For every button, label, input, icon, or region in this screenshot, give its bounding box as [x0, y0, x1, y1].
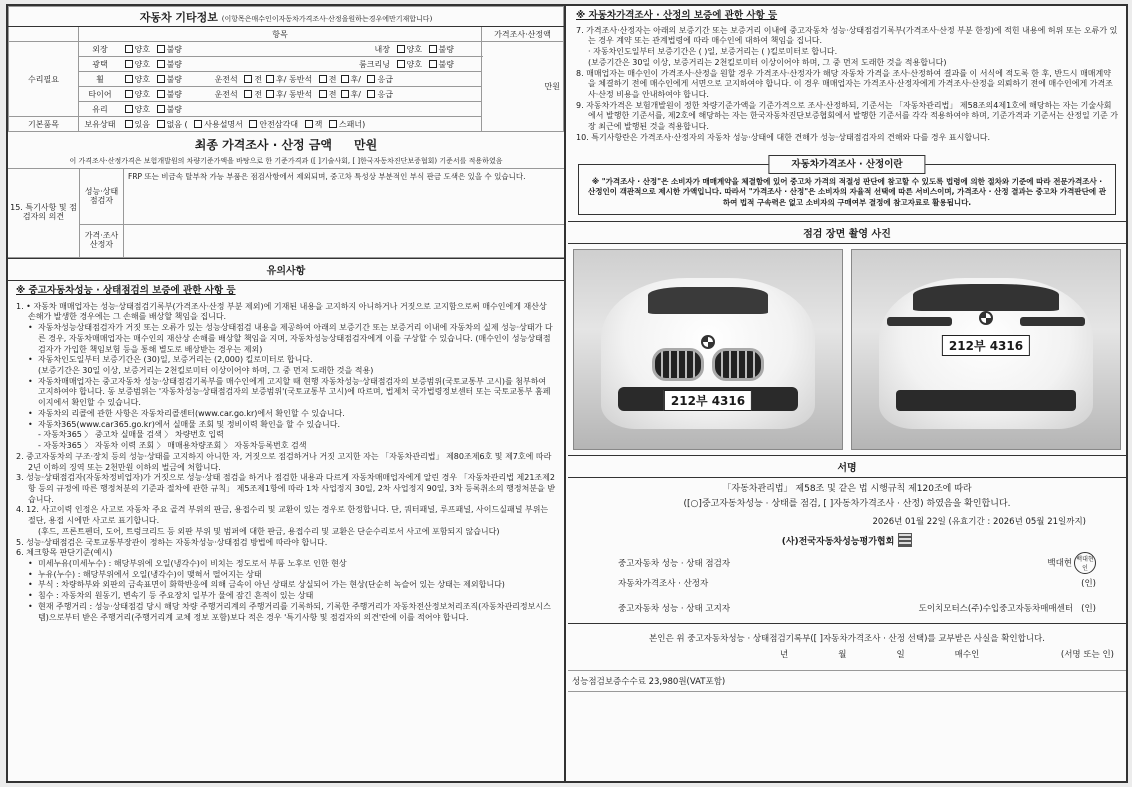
- left.notes-bullet: • 자동차성능상태점검자가 거짓 또는 오류가 있는 성능상태점검 내용을 제공하여 아래의 보증기간 또는 보증거리 이내에 자동차의 실제 성능·상태가 다른 경우, 자동차매매업자는 매수인의 재산상 손해를 배상할 책임을 지며, 자동차성능상태점검자에게 이를 구상할 수 있습니다. (매수인이 성능상태점검자가 가입한 책임보험 등을 통해 별도로 배상받는 경우는 제외): [16, 323, 556, 355]
- price-warranty-heading: ※ 자동차가격조사 · 산정의 보증에 관한 사항 등: [576, 10, 778, 21]
- tire-bad-option[interactable]: 불량: [153, 90, 182, 99]
- row-exterior-interior: [79, 42, 482, 57]
- col-item-header: 항목: [79, 27, 482, 42]
- left.notes-sub: - 자동차365 〉 중고차 실매물 검색 〉 차량번호 입력: [38, 430, 224, 440]
- buyer-signature-field[interactable]: (서명 또는 인): [1060, 649, 1114, 660]
- left.notes-item: 3. 성능·상태점검자(자동차정비업자)가 거짓으로 성능·상태 점검을 하거나 점검한 내용과 다르게 자동차매매업자에게 알린 경우 「자동차관리법 제21조제2항 등의 규정에 따른 행정처분의 기준과 절차에 관한 규칙」 제5조제1항에 따라 1차 사업정지 30일, 2차 사업정지 90일, 3차 등록취소의 행정처분을 받습니다.: [16, 473, 556, 504]
- label-interior: 내장: [374, 44, 390, 54]
- checkbox[interactable]: [125, 105, 133, 113]
- checkbox[interactable]: [125, 45, 133, 53]
- label-polish: 광택: [92, 59, 108, 69]
- wheel-good-option[interactable]: 양호: [121, 75, 150, 84]
- price-unit: 만원: [544, 82, 560, 91]
- notes-section-title: 유의사항: [8, 258, 564, 281]
- tire-driver-rear-checkbox[interactable]: [266, 90, 274, 98]
- row-polish-cleaning: [79, 57, 482, 72]
- right.items-sub: (보증기간은 30일 이상, 보증거리는 2천킬로미터 이상이어야 하며, 그 중 먼저 도래한 것을 적용합니다): [588, 57, 947, 67]
- left.notes-bullet: • 부식 : 차량하부와 외판의 금속표면이 화학반응에 의해 금속이 아닌 상태로 상실되어 가는 현상(단순히 녹슬어 있는 상태는 제외합니다): [16, 580, 556, 591]
- label-passenger-seat: 동반석: [289, 74, 313, 84]
- checkbox[interactable]: [397, 45, 405, 53]
- signature-title: 서명: [568, 456, 1126, 478]
- checkbox[interactable]: [125, 90, 133, 98]
- basic-manual-option[interactable]: 사용설명서: [190, 120, 243, 129]
- interior-bad-option[interactable]: 불량: [425, 45, 454, 54]
- left.notes-item: 5. 성능·상태점검은 국토교통부장관이 정하는 자동차성능·상태점검 방법에 따라야 합니다.: [16, 537, 328, 547]
- wheel-bad-option[interactable]: 불량: [153, 75, 182, 84]
- label-wheel: 휠: [96, 74, 104, 84]
- signer-row-notifier: 중고자동차 성능 · 상태 고지자 도이치모터스(주)수입중고자동차매매센터 (인): [618, 603, 1096, 614]
- wheel-driver-rear-checkbox[interactable]: [266, 75, 274, 83]
- tire-emergency-checkbox[interactable]: [367, 90, 375, 98]
- basic-have-option[interactable]: 있음: [121, 120, 150, 129]
- label-room-cleaning: 룸크리닝: [359, 59, 390, 69]
- special-notes-section: [8, 169, 564, 258]
- checkbox[interactable]: [125, 75, 133, 83]
- inspector-label: 성능·상태 점검자: [80, 169, 124, 225]
- seal-stamp-icon: 백대현인: [1074, 552, 1096, 574]
- checkbox[interactable]: [429, 60, 437, 68]
- vehicle-other-info-table: [8, 6, 564, 132]
- polish-good-option[interactable]: 양호: [121, 60, 150, 69]
- right.items-item: 10. 특기사항란은 가격조사·산정자의 자동차 성능·상태에 대한 견해가 성능·상태점검자의 견해와 다를 경우 표시합니다.: [576, 132, 991, 142]
- wheel-passenger-front-checkbox[interactable]: [319, 75, 327, 83]
- right.items-item: 9. 자동차가격은 보험개발원이 정한 차량기준가액을 기준가격으로 조사·산정하되, 기준서는 「자동차관리법」 제58조의4제1호에 해당하는 자는 기술사회에서 발행한 기준서를, 제2호에 해당하는 자는 한국자동차진단보증협회에서 발행한 기준서를 각각 적용하여야 하며, 기준가격과 기준서는 산정일 기준 가장 최근에 발행된 것을 적용합니다.: [576, 100, 1118, 132]
- left.notes-bullet: • 자동차매매업자는 중고자동차 성능·상태점검기록부를 매수인에게 고지할 때 현행 자동차성능·상태점검자의 보증범위(국토교통부 고시)를 첨부하여 고지하여야 합니다. 동 보증범위는 '자동차성능·상태점검자의 보증범위'(국토교통부 고시)에 따르며, 법제처 국가법령정보센터 또는 국토교통부 홈페이지에서 확인할 수 있습니다.: [16, 377, 556, 409]
- polish-bad-option[interactable]: 불량: [153, 60, 182, 69]
- signer-row-inspector: 중고자동차 성능 · 상태 점검자 백대현 백대현인: [578, 553, 1116, 573]
- cleaning-bad-option[interactable]: 불량: [425, 60, 454, 69]
- interior-good-option[interactable]: 양호: [393, 45, 422, 54]
- basic-jack-option[interactable]: 잭: [301, 120, 323, 129]
- signer-row-appraiser: 자동차가격조사 · 산정자 (인): [618, 578, 1096, 589]
- right.items-item: 8. 매매업자는 매수인이 가격조사·산정을 원할 경우 가격조사·산정자가 해당 자동차 가격을 조사·산정하여 결과를 이 서식에 적도록 한 후, 반드시 매매계약을 체결하기 전에 매수인에게 서면으로 고지하여야 합니다. 이 경우 매매업자는 가격조사·산정자에게 가격조사·산정을 의뢰하기 전에 매수인에게 가격조사·산정 비용을 안내하여야 합니다.: [576, 68, 1113, 100]
- confirm-text: 본인은 위 중고자동차성능 · 상태점검기록부([ ]자동차가격조사 · 산정 선택)를 교부받은 사실을 확인합니다.: [649, 633, 1045, 644]
- special-notes-label: 15. 특기사항 및 점검자의 의견: [8, 169, 80, 257]
- wheel-passenger-rear-checkbox[interactable]: [341, 75, 349, 83]
- car-rear-icon: [879, 278, 1093, 429]
- row-tire: 타이어 양호 불량 운전석 전 후/ 동반석 전 후/ 응급: [79, 87, 482, 102]
- left.notes-bullet: • 자동차인도일부터 보증기간은 (30)일, 보증거리는 (2,000) 킬로미터로 합니다.: [16, 355, 556, 366]
- left.notes-item: 2. 중고자동차의 구조·장치 등의 성능·상태를 고지하지 아니한 자, 거짓으로 점검하거나 거짓 고지한 자는 「자동차관리법」 제80조제6호 및 제7호에 따라 2년 이하의 징역 또는 2천만원 이하의 벌금에 처합니다.: [16, 451, 552, 472]
- checkbox[interactable]: [397, 60, 405, 68]
- tire-good-option[interactable]: 양호: [121, 90, 150, 99]
- sign-confirmation: ([○]중고자동차성능 · 상태를 점검, [ ]자동차가격조사 · 산정) 하였음을 확인합니다.: [683, 499, 1011, 510]
- buyer-confirmation: 본인은 위 중고자동차성능 · 상태점검기록부([ ]자동차가격조사 · 산정 선택)를 교부받은 사실을 확인합니다. 년 월 일 매수인 (서명 또는 인): [568, 623, 1126, 664]
- left.notes-item: 6. 체크항목 판단기준(예시): [16, 548, 113, 558]
- exterior-bad-option[interactable]: 불량: [153, 45, 182, 54]
- photos-title: 점검 장면 촬영 사진: [568, 221, 1126, 244]
- left.notes-bullet: • 자동차의 리콜에 관한 사항은 자동차리콜센터(www.car.go.kr)에서 확인할 수 있습니다.: [16, 409, 556, 420]
- right.items-item: 7. 가격조사·산정자는 아래의 보증기간 또는 보증거리 이내에 중고자동차 성능·상태점검기록부(가격조사·산정 부분 한정)에 적힌 내용에 허위 또는 오류가 있는 경우 계약 또는 관계법령에 따라 매수인에 대하여 책임을 집니다.: [576, 25, 1118, 46]
- info-subtitle: (이항목은매수인이자동차가격조사·산정을원하는경우에만기재합니다): [221, 14, 433, 23]
- basic-none-option[interactable]: 없음 (: [153, 120, 188, 129]
- label-glass: 유리: [92, 104, 108, 114]
- qr-code-icon: [898, 533, 912, 547]
- price-amount-cell: [482, 42, 564, 132]
- checkbox[interactable]: [157, 45, 165, 53]
- checkbox[interactable]: [157, 75, 165, 83]
- photo-rear-view: [851, 249, 1121, 450]
- final-price-section: [8, 132, 564, 169]
- left.notes-sub: - 자동차365 〉 자동차 이력 조회 〉 매매용차량조회 〉 자동차등록번호 검색: [38, 441, 307, 451]
- tire-driver-front-checkbox[interactable]: [244, 90, 252, 98]
- inspector-opinion-text: FRP 또는 비금속 탈부착 가능 부품은 점검사항에서 제외되며, 중고차 특성상 부분적인 부식 판금 도색은 있을 수 있습니다.: [124, 169, 564, 225]
- notes-heading: ※ 중고자동차성능 · 상태점검의 보증에 관한 사항 등: [16, 285, 236, 296]
- car-front-icon: [601, 278, 815, 429]
- license-plate-rear: 212부 4316: [942, 335, 1030, 356]
- row-basic-items: [79, 117, 482, 132]
- info-title-cell: [9, 7, 564, 27]
- final-price-unit: 만원: [354, 138, 378, 152]
- group-basic-label: 기본품목: [9, 117, 79, 132]
- left.notes-bullet: • 현재 주행거리 : 성능·상태점검 당시 해당 차량 주행거리계의 주행거리를 기록하되, 기록한 주행거리가 자동차전산정보처리조직(자동차관리정보시스템)으로부터 받은 주행거리(주행거리계 교체 정보 포함)보다 적은 경우 '특기사항 및 점검자의 의견'란에 이를 적어야 합니다.: [16, 602, 556, 623]
- col-price-header: 가격조사·산정액: [482, 27, 564, 42]
- definition-text: ※ "가격조사 · 산정"은 소비자가 매매계약을 체결함에 있어 중고차 가격의 적절성 판단에 참고할 수 있도록 법령에 의한 절차와 기준에 따라 전문가격조사 · 산정인이 객관적으로 제시한 가액입니다. 따라서 "가격조사 · 산정"은 소비자의 자율적 선택에 따른 서비스이며, 가격조사 · 산정 결과는 중고차 가격판단에 관하여 법적 구속력은 없고 소비자의 구매여부 결정에 참고자료로 활용됩니다.: [587, 176, 1106, 207]
- dealer-name: 도이치모터스(주)수입중고자동차매매센터: [918, 603, 1074, 614]
- inspector-name: 백대현: [1047, 558, 1072, 569]
- left.notes-sub: (보증기간은 30일 이상, 보증거리는 2천킬로미터 이상이어야 하며, 그 중 먼저 도래한 것을 적용): [38, 366, 374, 376]
- appraiser-opinion-text: [124, 225, 564, 257]
- left.notes-bullet: • 누유(누수) : 해당부위에서 오일(냉각수)이 맺혀서 떨어지는 상태: [16, 570, 556, 581]
- appraisal-definition-box: [578, 158, 1116, 216]
- checkbox[interactable]: [157, 60, 165, 68]
- checkbox[interactable]: [125, 60, 133, 68]
- inspection-photos: [568, 244, 1126, 456]
- label-exterior: 외장: [92, 44, 108, 54]
- tire-passenger-rear-checkbox[interactable]: [341, 90, 349, 98]
- left.notes-bullet: • 자동차365(www.car365.go.kr)에서 실매물 조회 및 정비이력 확인을 할 수 있습니다.: [16, 420, 556, 431]
- label-basic-status: 보유상태: [84, 119, 116, 129]
- row-wheel: 휠 양호 불량 운전석 전 후/ 동반석 전 후/ 응급: [79, 72, 482, 87]
- final-price-label: 최종 가격조사 · 산정 금액: [194, 138, 332, 152]
- right-column: [568, 6, 1126, 781]
- definition-title: 자동차가격조사 · 산정이란: [768, 155, 925, 174]
- info-title: 자동차 기타정보: [139, 10, 218, 24]
- checkbox[interactable]: [429, 45, 437, 53]
- tire-passenger-front-checkbox[interactable]: [319, 90, 327, 98]
- signature-section: [568, 478, 1126, 623]
- left.notes-bullet: • 미세누유(미세누수) : 해당부위에 오일(냉각수)이 비치는 정도로서 부품 노후로 인한 현상: [16, 559, 556, 570]
- inspection-warranty-notes: [8, 281, 564, 627]
- inspection-record-page: [6, 4, 1128, 783]
- appraiser-label: 가격·조사 산정자: [80, 225, 124, 257]
- license-plate-front: 212부 4316: [664, 390, 752, 411]
- checkbox[interactable]: [157, 105, 165, 113]
- photo-front-view: [573, 249, 843, 450]
- basic-spanner-option[interactable]: 스패너): [325, 120, 365, 129]
- exterior-good-option[interactable]: 양호: [121, 45, 150, 54]
- left.notes-item: 1. • 자동차 매매업자는 성능·상태점검기록부(가격조사·산정 부분 제외)에 기재된 내용을 고지하지 아니하거나 거짓으로 고지함으로써 매수인에게 재산상 손해가 발생한 경우에는 그 손해를 배상할 책임을 집니다.: [16, 301, 547, 322]
- sign-date: 2026년 01월 22일 (유효기간 : 2026년 05월 21일까지): [872, 516, 1086, 527]
- price-warranty-notes: [568, 6, 1126, 148]
- group-repair-label: 수리필요: [9, 42, 79, 117]
- left.notes-item: 4. 12. 사고이력 인정은 사고로 자동차 주요 골격 부위의 판금, 용접수리 및 교환이 있는 경우로 한정합니다. 단, 쿼터패널, 루프패널, 사이드실패널 부위는 절단, 용접 시에만 사고로 표기합니다.: [16, 505, 549, 526]
- left.notes-sub: (후드, 프론트펜더, 도어, 트렁크리드 등 외판 부위 및 범퍼에 대한 판금, 용접수리 및 교환은 단순수리로서 사고에 포함되지 않습니다): [38, 526, 500, 536]
- wheel-emergency-checkbox[interactable]: [367, 75, 375, 83]
- sign-legal-basis: 「자동차관리법」 제58조 및 같은 법 시행규칙 제120조에 따라: [722, 484, 972, 495]
- wheel-driver-front-checkbox[interactable]: [244, 75, 252, 83]
- glass-bad-option[interactable]: 불량: [153, 105, 182, 114]
- glass-good-option[interactable]: 양호: [121, 105, 150, 114]
- sign-organization: (사)전국자동차성능평가협회: [578, 533, 1116, 547]
- left.notes-bullet: • 침수 : 자동차의 원동기, 변속기 등 주요장치 일부가 물에 잠긴 흔적이 있는 상태: [16, 591, 556, 602]
- cleaning-good-option[interactable]: 양호: [393, 60, 422, 69]
- final-price-note: 이 가격조사·산정가격은 보험개발원의 차량기준가액을 바탕으로 한 기준가격과 ([ ]기술사회, [ ]한국자동차진단보증협회) 기준서를 적용하였음: [69, 157, 503, 165]
- buyer-label: 매수인: [954, 649, 980, 660]
- label-driver-seat: 운전석: [214, 74, 238, 84]
- label-tire: 타이어: [88, 89, 112, 99]
- left-column: [8, 6, 566, 781]
- inspection-fee: 성능점검보증수수료 23,980원(VAT포함): [568, 670, 1126, 692]
- row-glass: [79, 102, 482, 117]
- checkbox[interactable]: [157, 90, 165, 98]
- basic-triangle-option[interactable]: 안전삼각대: [245, 120, 298, 129]
- right.items-sub: · 자동차인도일부터 보증기간은 ( )일, 보증거리는 ( )킬로미터로 합니다.: [588, 47, 838, 57]
